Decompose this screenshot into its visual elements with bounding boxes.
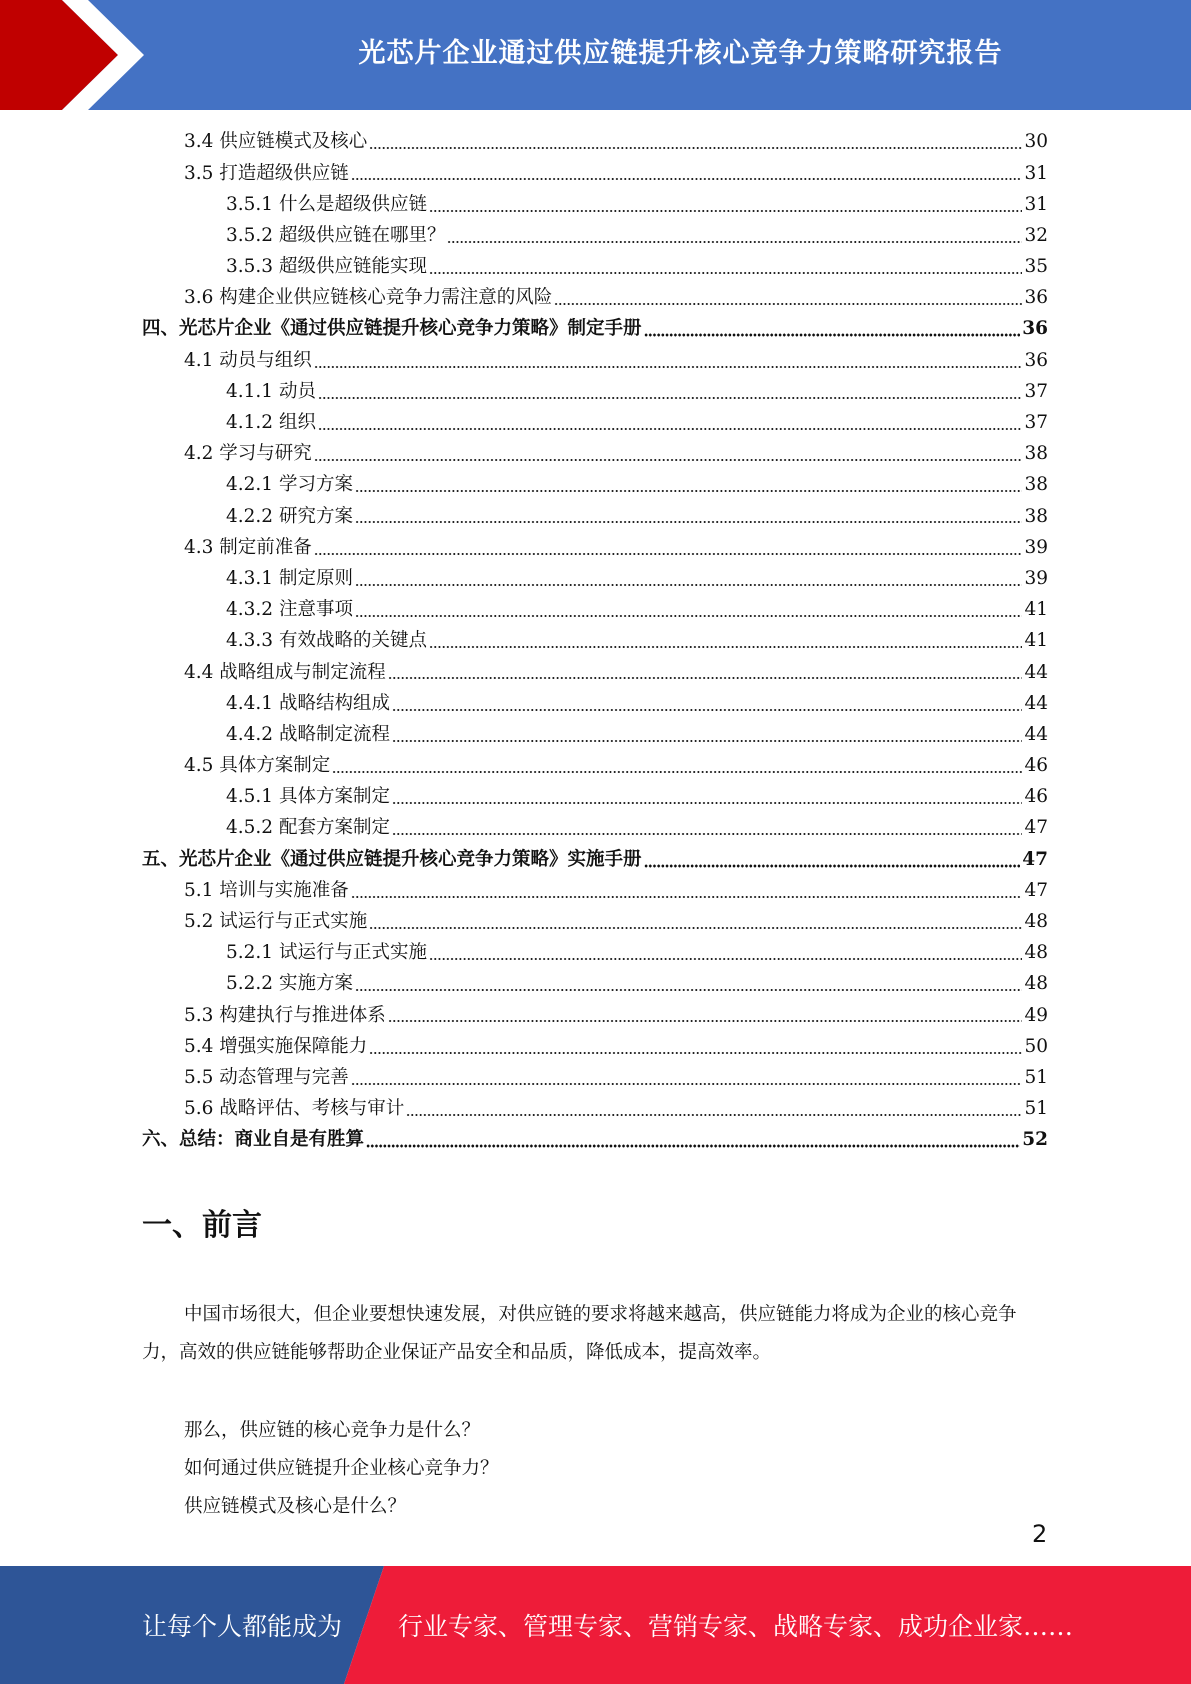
toc-dot-leader (369, 926, 1022, 930)
toc-dot-leader (429, 271, 1022, 275)
toc-entry-label: 3.5 打造超级供应链 (184, 162, 349, 184)
toc-entry-page: 39 (1024, 536, 1048, 558)
toc-entry-page: 38 (1024, 474, 1048, 496)
footer-slogan-right: 行业专家、管理专家、营销专家、战略专家、成功企业家…… (398, 1612, 1074, 1641)
toc-entry-label: 5.4 增强实施保障能力 (184, 1035, 368, 1057)
toc-entry-label: 5.6 战略评估、考核与审计 (184, 1098, 405, 1120)
toc-dot-leader (318, 427, 1023, 431)
toc-entry-page: 46 (1024, 786, 1048, 808)
toc-entry-page: 30 (1024, 131, 1048, 153)
toc-dot-leader (392, 739, 1022, 743)
toc-dot-leader (314, 365, 1023, 369)
toc-entry-label: 4.4 战略组成与制定流程 (184, 661, 386, 683)
toc-entry-page: 44 (1024, 692, 1048, 714)
toc-entry-page: 41 (1024, 630, 1048, 652)
toc-entry-page: 31 (1024, 193, 1048, 215)
toc-entry[interactable] (142, 1094, 1048, 1125)
toc-entry-label: 六、总结：商业自是有胜算 (142, 1129, 365, 1151)
toc-entry[interactable] (142, 439, 1048, 470)
toc-entry-page: 48 (1024, 973, 1048, 995)
toc-entry-page: 47 (1024, 817, 1048, 839)
toc-entry-page: 44 (1024, 661, 1048, 683)
toc-entry-page: 31 (1024, 162, 1048, 184)
toc-entry-page: 51 (1024, 1066, 1048, 1088)
toc-dot-leader (388, 1019, 1023, 1023)
toc-dot-leader (429, 957, 1022, 961)
toc-dot-leader (369, 1051, 1022, 1055)
page-header (0, 0, 1191, 110)
toc-entry-label: 4.5.2 配套方案制定 (226, 817, 390, 839)
toc-entry-label: 4.1.1 动员 (226, 380, 316, 402)
toc-entry[interactable] (142, 720, 1048, 751)
toc-dot-leader (447, 240, 1022, 244)
toc-dot-leader (355, 614, 1023, 618)
toc-entry-label: 4.1 动员与组织 (184, 349, 312, 371)
toc-entry-page: 50 (1024, 1035, 1048, 1057)
question-line: 供应链模式及核心是什么？ (184, 1496, 407, 1517)
toc-entry-label: 五、光芯片企业《通过供应链提升核心竞争力策略》实施手册 (142, 848, 642, 870)
intro-paragraph: 中国市场很大，但企业要想快速发展，对供应链的要求将越来越高，供应链能力将成为企业的核心竞争力，高效的供应链能够帮助企业保证产品安全和品质，降低成本，提高效率。 (142, 1304, 1017, 1363)
toc-entry[interactable] (142, 283, 1048, 314)
toc-entry-label: 4.1.2 组织 (226, 412, 316, 434)
toc-dot-leader (355, 489, 1023, 493)
toc-entry-page: 48 (1024, 942, 1048, 964)
toc-entry-label: 4.4.2 战略制定流程 (226, 723, 390, 745)
toc-entry-label: 5.3 构建执行与推进体系 (184, 1004, 386, 1026)
toc-entry-page: 32 (1024, 224, 1048, 246)
section-heading: 一、前言 (142, 1208, 262, 1243)
toc-entry[interactable] (142, 813, 1048, 844)
toc-dot-leader (644, 333, 1021, 337)
toc-entry[interactable] (142, 127, 1048, 158)
page-footer (0, 1566, 1191, 1684)
toc-entry-label: 4.5.1 具体方案制定 (226, 786, 390, 808)
footer-slogan-left: 让每个人都能成为 (142, 1612, 343, 1641)
toc-entry-page: 48 (1024, 911, 1048, 933)
toc-dot-leader (392, 832, 1022, 836)
toc-entry-page: 36 (1022, 318, 1048, 340)
toc-entry-label: 4.2 学习与研究 (184, 443, 312, 465)
toc-entry[interactable] (142, 1031, 1048, 1062)
toc-entry-page: 39 (1024, 567, 1048, 589)
toc-entry-label: 3.5.1 什么是超级供应链 (226, 193, 427, 215)
toc-entry-label: 5.1 培训与实施准备 (184, 879, 349, 901)
header-arrow-icon (0, 0, 160, 110)
toc-entry-label: 4.3.2 注意事项 (226, 599, 353, 621)
table-of-contents (142, 127, 1048, 1156)
toc-entry-label: 5.2.1 试运行与正式实施 (226, 942, 427, 964)
toc-entry[interactable] (142, 189, 1048, 220)
toc-dot-leader (351, 895, 1023, 899)
toc-entry[interactable] (142, 221, 1048, 252)
toc-entry[interactable] (142, 688, 1048, 719)
toc-entry-page: 49 (1024, 1004, 1048, 1026)
toc-entry[interactable] (142, 252, 1048, 283)
toc-dot-leader (366, 1144, 1020, 1148)
toc-entry[interactable] (142, 844, 1048, 875)
toc-entry[interactable] (142, 501, 1048, 532)
toc-entry-page: 37 (1024, 412, 1048, 434)
toc-entry[interactable] (142, 751, 1048, 782)
question-line: 如何通过供应链提升企业核心竞争力？ (184, 1458, 499, 1479)
toc-entry-label: 4.3 制定前准备 (184, 536, 312, 558)
toc-dot-leader (392, 801, 1022, 805)
toc-dot-leader (388, 676, 1023, 680)
toc-dot-leader (355, 520, 1023, 524)
toc-dot-leader (332, 770, 1022, 774)
toc-entry[interactable] (142, 595, 1048, 626)
toc-entry[interactable] (142, 876, 1048, 907)
toc-dot-leader (314, 552, 1023, 556)
toc-entry-label: 四、光芯片企业《通过供应链提升核心竞争力策略》制定手册 (142, 318, 642, 340)
toc-entry-page: 51 (1024, 1098, 1048, 1120)
toc-entry[interactable] (142, 158, 1048, 189)
toc-entry-page: 52 (1022, 1129, 1048, 1151)
report-title: 光芯片企业通过供应链提升核心竞争力策略研究报告 (358, 37, 1003, 69)
toc-entry-page: 36 (1024, 287, 1048, 309)
toc-entry[interactable] (142, 408, 1048, 439)
toc-entry[interactable] (142, 969, 1048, 1000)
toc-entry-label: 5.5 动态管理与完善 (184, 1066, 349, 1088)
toc-dot-leader (314, 458, 1023, 462)
toc-entry-label: 5.2 试运行与正式实施 (184, 911, 368, 933)
toc-entry-label: 3.5.3 超级供应链能实现 (226, 256, 427, 278)
toc-entry[interactable] (142, 314, 1048, 345)
toc-entry-label: 3.6 构建企业供应链核心竞争力需注意的风险 (184, 287, 553, 309)
toc-entry[interactable] (142, 1125, 1048, 1156)
toc-entry-label: 5.2.2 实施方案 (226, 973, 353, 995)
toc-entry[interactable] (142, 938, 1048, 969)
toc-entry[interactable] (142, 657, 1048, 688)
toc-dot-leader (355, 988, 1023, 992)
toc-entry[interactable] (142, 1063, 1048, 1094)
toc-entry-label: 4.4.1 战略结构组成 (226, 692, 390, 714)
toc-entry-page: 47 (1024, 879, 1048, 901)
toc-entry-page: 47 (1022, 848, 1048, 870)
toc-entry-label: 4.3.1 制定原则 (226, 567, 353, 589)
toc-dot-leader (351, 177, 1023, 181)
toc-entry-page: 38 (1024, 443, 1048, 465)
toc-entry-label: 4.2.1 学习方案 (226, 474, 353, 496)
page-number: 2 (1032, 1520, 1048, 1548)
toc-entry-page: 46 (1024, 755, 1048, 777)
toc-entry[interactable] (142, 626, 1048, 657)
toc-entry-page: 37 (1024, 380, 1048, 402)
toc-entry-label: 3.4 供应链模式及核心 (184, 131, 368, 153)
toc-dot-leader (554, 302, 1022, 306)
toc-entry-page: 41 (1024, 599, 1048, 621)
toc-entry[interactable] (142, 564, 1048, 595)
toc-entry-page: 36 (1024, 349, 1048, 371)
toc-dot-leader (318, 396, 1023, 400)
toc-dot-leader (351, 1082, 1023, 1086)
toc-dot-leader (429, 209, 1022, 213)
toc-entry[interactable] (142, 377, 1048, 408)
toc-entry-page: 38 (1024, 505, 1048, 527)
toc-entry[interactable] (142, 1000, 1048, 1031)
toc-dot-leader (392, 708, 1022, 712)
toc-entry[interactable] (142, 470, 1048, 501)
toc-dot-leader (406, 1113, 1022, 1117)
toc-entry-page: 35 (1024, 256, 1048, 278)
toc-entry[interactable] (142, 532, 1048, 563)
toc-entry[interactable] (142, 907, 1048, 938)
toc-dot-leader (369, 146, 1022, 150)
toc-dot-leader (355, 583, 1023, 587)
toc-entry-label: 4.2.2 研究方案 (226, 505, 353, 527)
toc-entry-label: 4.3.3 有效战略的关键点 (226, 630, 427, 652)
toc-entry-label: 4.5 具体方案制定 (184, 755, 331, 777)
toc-dot-leader (429, 645, 1022, 649)
toc-entry-label: 3.5.2 超级供应链在哪里？ (226, 224, 446, 246)
toc-entry[interactable] (142, 345, 1048, 376)
toc-dot-leader (644, 864, 1021, 868)
question-line: 那么，供应链的核心竞争力是什么？ (184, 1420, 481, 1441)
toc-entry[interactable] (142, 782, 1048, 813)
toc-entry-page: 44 (1024, 723, 1048, 745)
